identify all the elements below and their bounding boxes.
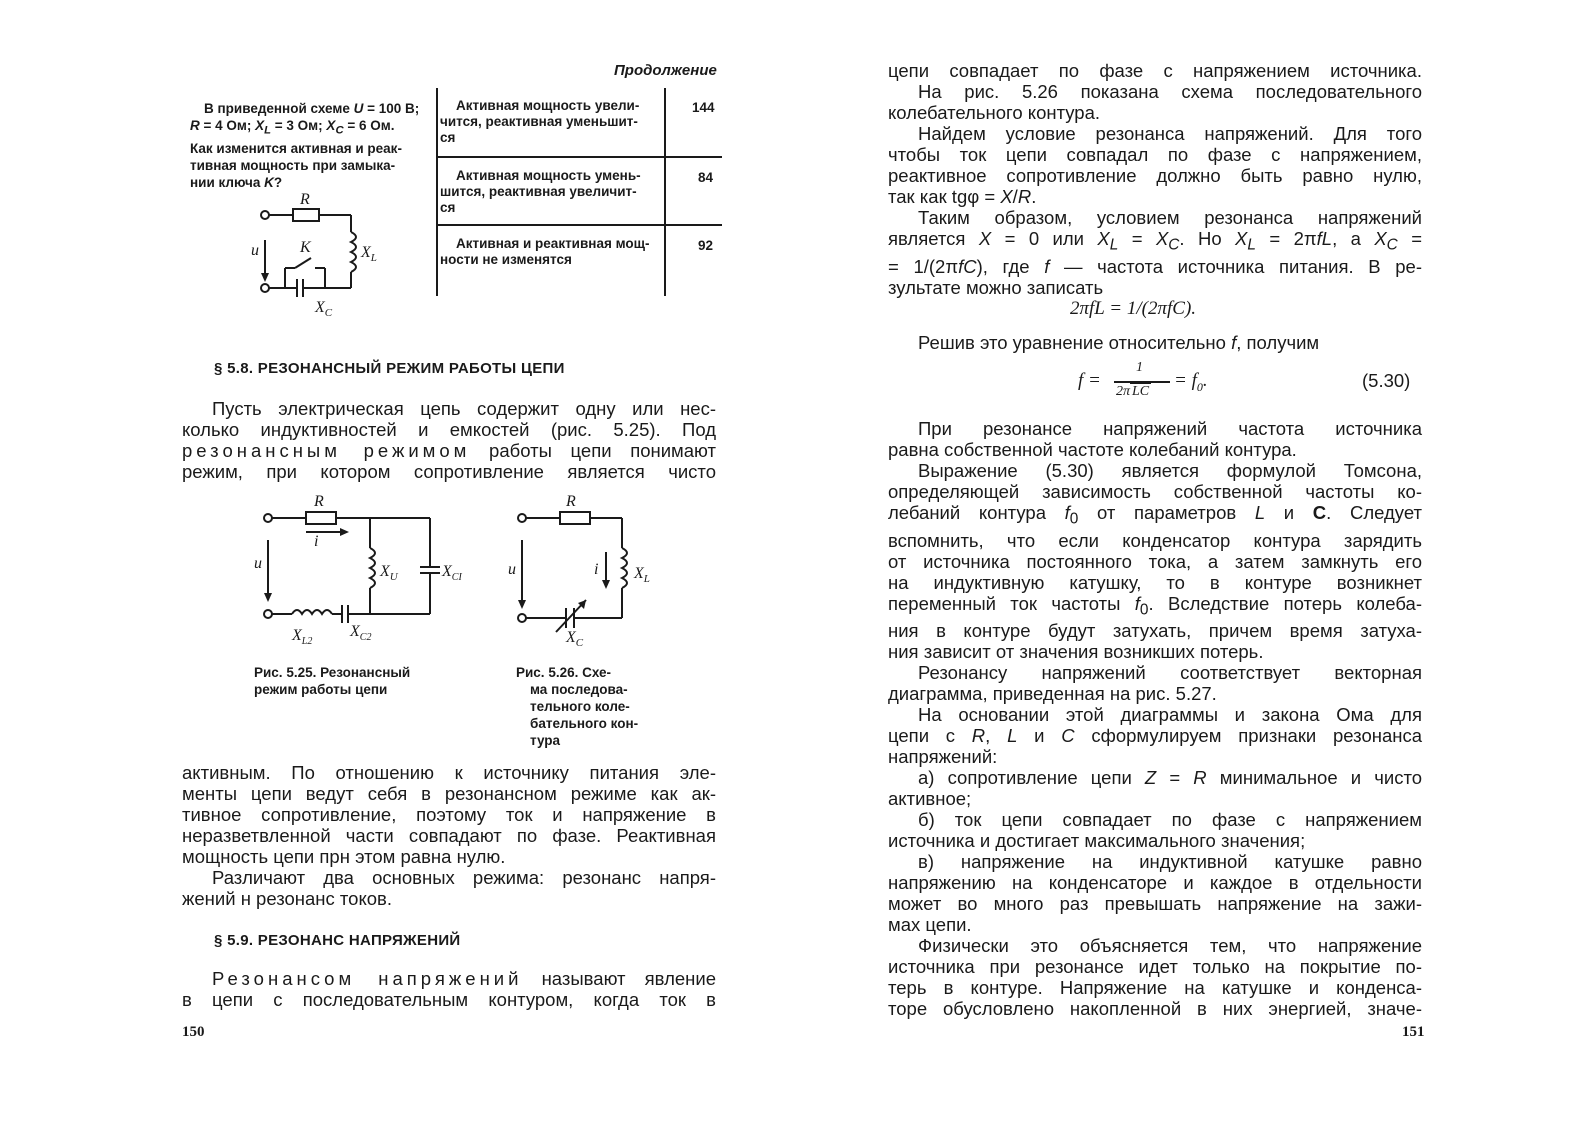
fig-5-26-label-xl: $X_L$ xyxy=(634,565,650,585)
problem-circuit-label-xc: $X_C$ xyxy=(315,299,333,319)
continuation-label: Продолжение xyxy=(614,62,717,79)
problem-question: В приведенной схеме U = 100 В; R = 4 Ом; $X_L = 3$ Ом; $X_C = 6$ Ом. Как изменится активная и реак- тивная мощность при замыка- нии ключа K? xyxy=(190,101,420,190)
section-5-8-heading: § 5.8. РЕЗОНАНСНЫЙ РЕЖИМ РАБОТЫ ЦЕПИ xyxy=(214,360,565,377)
right-page-text-top: цепи совпадает по фазе с напряжением источника. На рис. 5.26 показана схема последовательного колебательного контура. Найдем условие резонанса напряжений. Для того чтобы ток цепи совпадал по фазе с напряжением, реактивное сопротивление должно быть равно нулю, так как tgφ = X/R. Таким образом, условием резонанса напряжений является X = 0 или $X_L = X_C$. Но $X_L = 2\pi fL$, а $X_C$ = = 1/(2πfC), где f — частота источника питания. В ре- зультате можно записать xyxy=(888,60,1423,298)
solve-line: Решив это уравнение относительно f, получим xyxy=(918,332,1320,353)
figure-5-25-caption: Рис. 5.25. Резонансный режим работы цепи xyxy=(254,665,411,697)
section-5-9-heading: § 5.9. РЕЗОНАНС НАПРЯЖЕНИЙ xyxy=(214,932,461,949)
fig-5-25-label-xu: $X_U$ xyxy=(380,563,398,583)
fig-5-26-label-i: i xyxy=(594,561,599,578)
paragraph-voltage-resonance-def: Резонансом напряжений называют явление в цепи с последовательным контуром, когда ток в xyxy=(182,968,716,1010)
fig-5-25-label-u: u xyxy=(254,555,262,572)
problem-circuit-label-u: u xyxy=(251,242,259,259)
answer-option-3[interactable]: Активная и реактивная мощ- ности не изменятся xyxy=(440,236,650,267)
page-number-right: 151 xyxy=(1402,1024,1425,1040)
formula-resonance-equality: 2πfL = 1/(2πfC). xyxy=(1070,298,1197,319)
figure-5-25-diagram xyxy=(250,490,465,650)
fig-5-25-label-i: i xyxy=(314,533,319,550)
answer-option-2[interactable]: Активная мощность умень- шится, реактивная увеличит- ся xyxy=(440,168,641,215)
paragraph-active-behavior: активным. По отношению к источнику питания эле- менты цепи ведут себя в резонансном режиме как ак- тивное сопротивление, поэтому ток и напряжение в неразветвленной части совпадают по фазе. Реактивная мощность цепи прн этом равна нулю. Различают два основных режима: резонанс напря- жений н резонанс токов. xyxy=(182,762,716,909)
fig-5-26-label-r: R xyxy=(566,493,576,510)
paragraph-resonant-mode: Пусть электрическая цепь содержит одну или нес- колько индуктивностей и емкостей (рис. 5.25). Под резонансным режимом работы цепи понимают режим, при котором сопротивление является чисто xyxy=(182,398,716,482)
fig-5-26-label-u: u xyxy=(508,561,516,578)
problem-circuit-label-k: K xyxy=(300,239,311,256)
fig-5-25-label-r: R xyxy=(314,493,324,510)
right-page-text-bottom: При резонансе напряжений частота источника равна собственной частоте колебаний контура. Выражение (5.30) является формулой Томсона, определяющей зависимость собственной частоты ко- лебаний контура $f_0$ от параметров L и C. Следует вспомнить, что если конденсатор контура зарядить от источника постоянного тока, а затем замкнуть его на индуктивную катушку, то в контуре возникнет переменный ток частоты $f_0$. Вследствие потерь колеба- ния в контуре будут затухать, причем время затуха- ния зависит от значения возникших потерь. Резонансу напряжений соответствует векторная диаграмма, приведенная на рис. 5.27. На основании этой диаграммы и закона Ома для цепи с R, L и C сформулируем признаки резонанса напряжений: а) сопротивление цепи Z = R минимальное и чисто активное; б) ток цепи совпадает по фазе с напряжением источника и достигает максимального значения; в) напряжение на индуктивной катушке равно напряжению на конденсаторе и каждое в отдельности может во много раз превышать напряжение на зажи- мах цепи. Физически это объясняется тем, что напряжение источника при резонансе идет только на покрытие по- терь в контуре. Напряжение на катушке и конденса- торе обусловлено накопленной в них энергией, значе- xyxy=(888,418,1423,1020)
problem-circuit-label-r: R xyxy=(300,191,310,208)
formula-thomson: f = 1 2π LC = $f_0$. (5.30) xyxy=(1078,360,1411,399)
answer-code-2: 84 xyxy=(698,170,714,185)
answer-code-1: 144 xyxy=(692,100,715,115)
figure-5-26-diagram xyxy=(502,490,672,649)
answer-table xyxy=(436,88,722,296)
fig-5-25-label-xl2: $X_{L2}$ xyxy=(292,627,313,647)
page-number-left: 150 xyxy=(182,1024,205,1040)
fig-5-26-label-xc: $X_C$ xyxy=(566,629,584,649)
answer-code-3: 92 xyxy=(698,238,714,253)
fig-5-25-label-xc2: $X_{C2}$ xyxy=(350,623,372,643)
answer-option-1[interactable]: Активная мощность увели- чится, реактивная уменьшит- ся xyxy=(440,98,640,145)
problem-circuit-diagram xyxy=(245,190,375,320)
problem-circuit-label-xl: $X_L$ xyxy=(361,244,377,264)
figure-5-26-caption: Рис. 5.26. Схе- ма последова- тельного коле- бательного кон- тура xyxy=(516,665,639,748)
fig-5-25-label-xc1: $X_{CI}$ xyxy=(442,563,462,583)
